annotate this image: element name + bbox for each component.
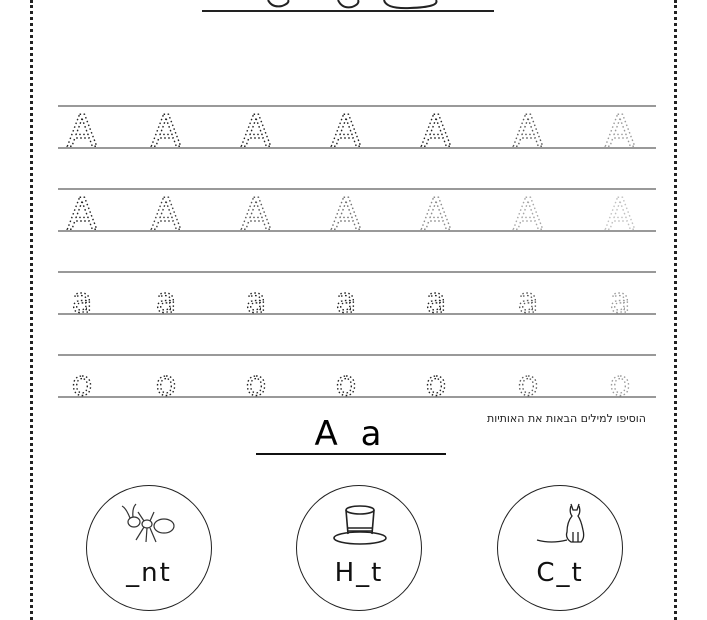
trace-letter: o bbox=[71, 364, 93, 400]
trace-letter: A bbox=[240, 106, 272, 157]
trace-letter: a bbox=[335, 281, 357, 321]
trace-letter: A bbox=[604, 189, 636, 240]
word-card-ant bbox=[86, 485, 212, 611]
trace-letter: A bbox=[66, 189, 98, 240]
instruction-text: הוסיפו למילים הבאות את האותיות bbox=[487, 412, 646, 425]
trace-letter: A bbox=[330, 189, 362, 240]
trace-letter: o bbox=[245, 364, 267, 400]
trace-letter: o bbox=[425, 364, 447, 400]
trace-letter: a bbox=[609, 281, 631, 321]
ant-icon bbox=[120, 500, 180, 550]
trace-row bbox=[58, 106, 656, 157]
trace-letter: o bbox=[517, 364, 539, 400]
word-hat: H_t bbox=[334, 558, 384, 588]
trace-letter: A bbox=[420, 106, 452, 157]
trace-letter: A bbox=[420, 189, 452, 240]
trace-row bbox=[58, 272, 656, 321]
trace-letter: A bbox=[330, 106, 362, 157]
word-cat: C_t bbox=[536, 558, 584, 588]
trace-letter: a bbox=[425, 281, 447, 321]
trace-letter: o bbox=[609, 364, 631, 400]
word-card-hat bbox=[296, 485, 422, 611]
trace-letter: A bbox=[150, 189, 182, 240]
trace-row bbox=[58, 355, 656, 400]
word-ant: _nt bbox=[126, 558, 172, 588]
trace-letter: a bbox=[155, 281, 177, 321]
trace-letter: A bbox=[512, 189, 544, 240]
trace-letter: A bbox=[604, 106, 636, 157]
trace-letter: a bbox=[517, 281, 539, 321]
trace-letter: A bbox=[512, 106, 544, 157]
word-card-cat bbox=[497, 485, 623, 611]
top-hat-icon bbox=[330, 500, 390, 550]
trace-row bbox=[58, 189, 656, 240]
trace-letter: o bbox=[155, 364, 177, 400]
trace-letter: o bbox=[335, 364, 357, 400]
trace-letter: A bbox=[150, 106, 182, 157]
letter-heading: A a bbox=[314, 414, 388, 454]
trace-letter: a bbox=[245, 281, 267, 321]
cat-icon bbox=[531, 500, 591, 550]
heading-underline bbox=[256, 453, 446, 455]
trace-letter: A bbox=[66, 106, 98, 157]
trace-letter: A bbox=[240, 189, 272, 240]
trace-letter: a bbox=[71, 281, 93, 321]
